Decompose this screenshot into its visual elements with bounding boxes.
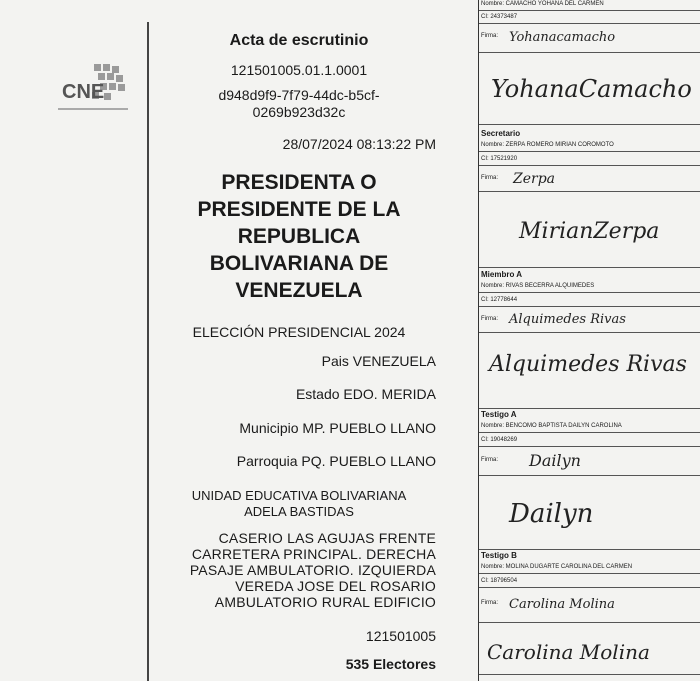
signature-block-testigo-b: Testigo B Nombre: MOLINA DUGARTE CAROLINA DEL CARMEN CI: 18796504 Firma: Carolina Molina Carolina Molina	[479, 550, 700, 681]
signature-mark: Dailyn	[529, 451, 581, 470]
parroquia-row: Parroquia PQ. PUEBLO LLANO	[236, 453, 436, 469]
signature-block-miembro-a: Miembro A Nombre: RIVAS BECERRA ALQUIMEDES CI: 12778644 Firma: Alquimedes Rivas Alquimedes Rivas	[479, 268, 700, 408]
signature-mark: Yohanacamacho	[509, 30, 616, 45]
signature-panel	[478, 0, 700, 681]
municipio-row: Municipio MP. PUEBLO LLANO	[239, 420, 436, 436]
handwritten-name: YohanaCamacho	[491, 75, 692, 103]
handwritten-name: Dailyn	[509, 499, 594, 529]
cne-logo	[48, 62, 134, 120]
acta-uuid: d948d9f9-7f79-44dc-b5cf- 0269b923d32c	[218, 87, 380, 120]
handwritten-name: Alquimedes Rivas	[489, 352, 687, 377]
school-name: UNIDAD EDUCATIVA BOLIVARIANA ADELA BASTIDAS	[191, 488, 407, 519]
signature-mark: Alquimedes Rivas	[509, 312, 626, 327]
estado-row: Estado EDO. MERIDA	[295, 386, 436, 402]
svg-text:CNE: CNE	[62, 81, 105, 103]
acta-title: Acta de escrutinio	[229, 32, 369, 49]
handwritten-name: MirianZerpa	[519, 219, 660, 244]
election-name: ELECCIÓN PRESIDENCIAL 2024	[192, 324, 406, 340]
acta-datetime: 28/07/2024 08:13:22 PM	[282, 136, 436, 152]
divider-line	[147, 22, 149, 681]
center-address: CASERIO LAS AGUJAS FRENTE CARRETERA PRINCIPAL. DERECHA PASAJE AMBULATORIO. IZQUIERDA VEREDA JOSE DEL ROSARIO AMBULATORIO RURAL EDIFICIO	[189, 530, 436, 610]
signature-mark: Carolina Molina	[509, 597, 615, 612]
signature-block-secretario: Secretario Nombre: ZERPA ROMERO MIRIAN COROMOTO CI: 17521920 Firma: Zerpa MirianZerpa	[479, 127, 700, 267]
pais-row: Pais VENEZUELA	[321, 353, 436, 369]
signature-block-testigo-a: Testigo A Nombre: BENCOMO BAPTISTA DAILYN CAROLINA CI: 19048269 Firma: Dailyn Dailyn	[479, 409, 700, 549]
handwritten-name: Carolina Molina	[487, 640, 650, 664]
center-number: 121501005	[365, 628, 436, 644]
cne-logo-icon	[48, 62, 134, 120]
acta-code: 121501005.01.1.0001	[230, 62, 368, 78]
office-title: PRESIDENTA O PRESIDENTE DE LA REPUBLICA BOLIVARIANA DE VENEZUELA	[197, 171, 401, 302]
signature-block-presidente: Nombre: CAMACHO YOHANA DEL CARMEN CI: 24373487 Firma: Yohanacamacho YohanaCamacho	[479, 0, 700, 128]
electors-count: 535 Electores	[345, 656, 436, 672]
signature-mark: Zerpa	[513, 171, 556, 187]
